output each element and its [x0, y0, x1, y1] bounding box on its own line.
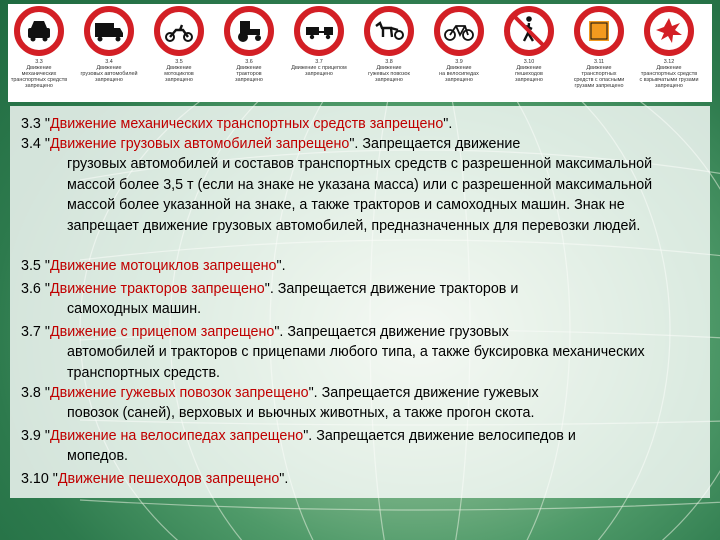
sign-3-12	[639, 6, 699, 98]
rule-title: Движение механических транспортных средств запрещено	[49, 116, 444, 132]
sign-3-7	[289, 6, 349, 98]
sign-caption: 3.8 Движение гужевых повозок запрещено	[368, 59, 410, 83]
rule-3-7: 3.7 "Движение с прицепом запрещено". Запрещается движение грузовых автомобилей и тракторов с прицепами любого типа, а также буксировка механических транспортных средств.	[21, 322, 693, 383]
rule-3-8: 3.8 "Движение гужевых повозок запрещено". Запрещается движение гужевых повозок (саней), верховых и вьючных животных, а также прогон скота.	[21, 383, 693, 424]
rule-continuation: повозок (саней), верховых и вьючных животных, а также прогон скота.	[67, 405, 535, 422]
rule-3-6: 3.6 "Движение тракторов запрещено". Запрещается движение тракторов и самоходных машин.	[21, 279, 693, 320]
explosive-icon	[644, 6, 694, 56]
rule-3-5: 3.5 "Движение мотоциклов запрещено".	[21, 258, 286, 274]
rule-3-4: 3.4 "Движение грузовых автомобилей запрещено". Запрещается движение грузовых автомобилей и составов транспортных средств с разрешенной максимальной массой более 3,5 т (если на знаке не указана масса) или с разрешенной максимальной массой более указанной на знаке, а также тракторов и самоходных машин. Знак не запрещает движение грузовых автомобилей, предназначенных для перевозки людей.	[21, 134, 693, 236]
sign-3-4	[79, 6, 139, 98]
horse-cart-icon	[364, 6, 414, 56]
rule-3-3: 3.3 "Движение механических транспортных средств запрещено".	[21, 116, 453, 132]
rule-title: Движение тракторов запрещено	[49, 281, 265, 297]
sign-caption: 3.11 Движение транспортных средств с опасными грузами запрещено	[573, 59, 625, 89]
rule-title: Движение гужевых повозок запрещено	[49, 385, 309, 401]
rule-title: Движение мотоциклов запрещено	[49, 258, 277, 274]
rule-title: Движение грузовых автомобилей запрещено	[49, 136, 350, 152]
rule-title: Движение пешеходов запрещено	[57, 471, 280, 487]
sign-3-8	[359, 6, 419, 98]
sign-caption: 3.7 Движение с прицепом запрещено	[291, 59, 347, 77]
rule-3-9: 3.9 "Движение на велосипедах запрещено". Запрещается движение велосипедов и мопедов.	[21, 426, 693, 467]
sign-caption: 3.10 Движение пешеходов запрещено	[515, 59, 543, 83]
sign-3-10	[499, 6, 559, 98]
bicycle-icon	[434, 6, 484, 56]
truck-icon	[84, 6, 134, 56]
rule-title: Движение с прицепом запрещено	[49, 324, 275, 340]
rule-continuation: автомобилей и тракторов с прицепами любого типа, а также буксировка механических транспортных средств.	[67, 344, 645, 381]
car-icon	[14, 6, 64, 56]
sign-caption: 3.4 Движение грузовых автомобилей запрещено	[80, 59, 138, 83]
sign-3-11	[569, 6, 629, 98]
sign-caption: 3.6 Движение тракторов запрещено	[235, 59, 263, 83]
sign-caption: 3.9 Движение на велосипедах запрещено	[439, 59, 479, 83]
rule-continuation: самоходных машин.	[67, 301, 202, 318]
tractor-icon	[224, 6, 274, 56]
sign-caption: 3.5 Движение мотоциклов запрещено	[164, 59, 194, 83]
sign-3-6	[219, 6, 279, 98]
dangerous-goods-icon	[574, 6, 624, 56]
rule-continuation: мопедов.	[67, 448, 129, 465]
rule-3-10: 3.10 "Движение пешеходов запрещено".	[21, 471, 289, 487]
sign-3-9	[429, 6, 489, 98]
rule-title: Движение на велосипедах запрещено	[49, 428, 304, 444]
rule-continuation: грузовых автомобилей и составов транспортных средств с разрешенной максимальной массой более 3,5 т (если на знаке не указана масса) или с разрешенной максимальной массой более указанной на знаке, а также тракторов и самоходных машин. Знак не запрещает движение грузовых автомобилей, предназначенных для перевозки людей.	[67, 156, 653, 234]
pedestrian-icon	[504, 6, 554, 56]
motorcycle-icon	[154, 6, 204, 56]
sign-3-5	[149, 6, 209, 98]
sign-3-3	[9, 6, 69, 98]
sign-caption: 3.12 Движение транспортных средств с взрывчатыми грузами запрещено	[639, 59, 699, 89]
trailer-icon	[294, 6, 344, 56]
sign-caption: 3.3 Движение механических транспортных средств запрещено	[10, 59, 68, 89]
